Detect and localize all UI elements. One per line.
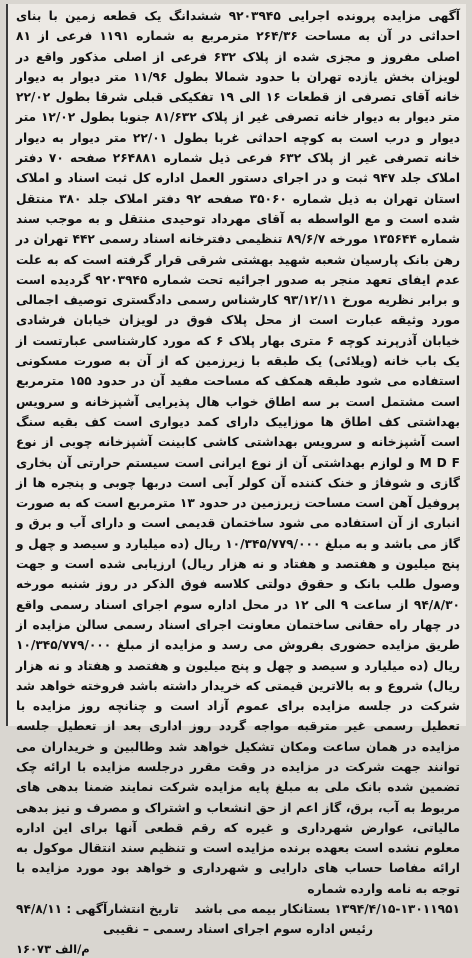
notice-body: آگهی مزایده پرونده اجرایی ۹۲۰۳۹۴۵ ششدانگ یک قطعه زمین با بنای احداثی در آن به مساحت ۲۶۴/۳۶ مترمربع به شماره ۱۱۹۱ فرعی از ۸۱ اصلی مفروز و مجزی شده از پلاک ۶۳۲ فرعی از اصلی مذکور واقع در لویزان بخش یازده تهران با حدود شمالا بطول ۱۱/۹۶ متر دیوار به دیوار خانه آقای تصرفی از قطعات ۱۶ الی ۱۹ تفکیکی قبلی شرقا بطول ۲۲/۰۲ متر دیوار به دیوار خانه تصرفی غیر از پلاک ۸۱/۶۳۲ جنوبا بطول ۱۲/۰۲ متر دیوار و درب است به کوچه احداثی غربا بطول ۲۲/۰۱ متر دیوار به دیوار خانه تصرفی غیر از پلاک ۶۳۲ فرعی ذیل شماره ۲۶۴۸۸۱ صفحه ۷۰ دفتر املاک جلد ۹۴۷ ثبت و در اجرای دستور العمل اداره کل ثبت اسناد و املاک استان تهران به ذیل شماره ۳۵۰۶۰ صفحه ۹۲ دفتر املاک جلد ۳۸۰ منتقل شده است و مع الواسطه به آقای مهرداد توحیدی منتقل و به موجب سند شماره ۱۳۵۶۴۴ مورخه ۸۹/۶/۷ تنظیمی دفترخانه اسناد رسمی ۴۴۲ تهران در رهن بانک پارسیان شعبه شهید بهشتی شرقی قرار گرفته است که به علت عدم ایفای تعهد منجر به صدور اجرائیه تحت شماره ۹۲۰۳۹۴۵ گردیده است و برابر نظریه مورخ ۹۳/۱۲/۱۱ کارشناس رسمی دادگستری توصیف اجمالی مورد وثیقه عبارت است از محل پلاک فوق در لویزان خیابان فرشادی خیابان آذرپرند کوچه ۶ متری بهار پلاک ۶ که مورد کارشناسی عبارتست از یک باب خانه (ویلائی) یک طبقه با زیرزمین که از آن به صورت مسکونی استفاده می شود طبقه همکف که مساحت مفید آن در حدود ۱۵۵ مترمربع است مشتمل است بر سه اطاق خواب هال پذیرایی آشپزخانه و سرویس بهداشتی کف اطاق ها موزاییک دارای کمد دیواری است کف بقیه سنگ است آشپزخانه و سرویس بهداشتی کاشی کابینت آشپزخانه چوبی از نوع M D F و لوازم بهداشتی آن از نوع ایرانی است سیستم حرارتی آن بخاری گازی و شوفاژ و خنک کننده آن کولر آبی است دربها چوبی و پنجره ها از پروفیل آهن است مساحت زیرزمین در حدود ۱۳ مترمربع است که به صورت انباری از آن استفاده می شود ساختمان قدیمی است و دارای آب و برق و گاز می باشد و به مبلغ ۱۰/۳۴۵/۷۷۹/۰۰۰ ریال (ده میلیارد و سیصد و چهل و پنج میلیون و هفتصد و هفتاد و نه هزار ریال) ارزیابی شده است و جهت وصول طلب بانک و حقوق دولتی کلاسه فوق الذکر در روز شنبه مورخه ۹۴/۸/۳۰ از ساعت ۹ الی ۱۲ در محل اداره سوم اجرای اسناد رسمی واقع در چهار راه حقانی ساختمان معاونت اجرای اسناد رسمی سالن مزایده از طریق مزایده حضوری بفروش می رسد و مزایده از مبلغ ۱۰/۳۴۵/۷۷۹/۰۰۰ ریال (ده میلیارد و سیصد و چهل و پنج میلیون و هفتصد و هفتاد و نه هزار ریال) شروع و به بالاترین قیمتی که خریدار داشته باشد فروخته خواهد شد شرکت در جلسه مزایده برای عموم آزاد است و چنانچه روز مزایده با تعطیل رسمی غیر مترقبه مواجه گردد روز اداری بعد از تعطیل جلسه مزایده در همان ساعت ومکان تشکیل خواهد شد وطالبین و خریداران می توانند جهت شرکت در مزایده در وقت مقرر درجلسه مزایده با ارائه چک تضمین شده بانک ملی به مبلغ پایه مزایده شرکت نمایند ضمنا بدهی های مربوط به آب، برق، گاز اعم از حق انشعاب و اشتراک و مصرف و نیز بدهی مالیاتی، عوارض شهرداری و غیره که رقم قطعی آنها برای این اداره معلوم نشده است بعهده برنده مزایده است و تنظیم سند انتقال موکول به ارائه مفاصا حساب های دارایی و شهرداری و خواهد بود مورد مزایده با توجه به نامه وارده شماره (16, 9, 461, 896)
publication-date: ۹۴/۸/۱۱ (16, 902, 63, 917)
auction-notice (6, 4, 466, 956)
publication-date-group (16, 899, 179, 919)
footer-reference: ۱۳۹۴/۴/۱۵-۱۳۰۱۱۹۵۱ بستانکار بیمه می باشد (194, 902, 460, 917)
notice-code: ۱۶۰۷۳ م/الف (16, 941, 90, 956)
signature-line (16, 919, 460, 939)
notice-footer-line (16, 899, 460, 919)
publication-date-label: تاریخ انتشارآگهی : (66, 902, 179, 917)
signature: رئیس اداره سوم اجرای اسناد رسمی – نقیبی (103, 922, 373, 937)
